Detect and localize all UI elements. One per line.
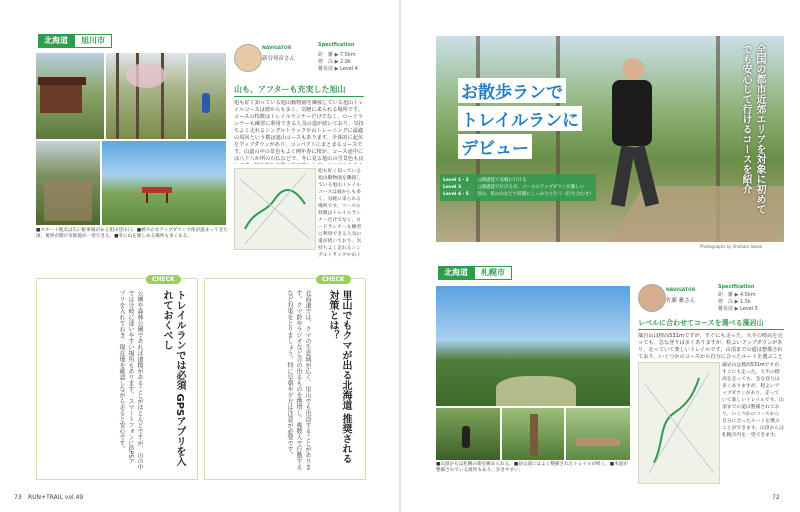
course-heading-left: 山も、アフターも充実した旭山 — [234, 85, 346, 94]
spec-distance-right: 距 離 ▶ 4.5km — [718, 292, 756, 298]
page-gutter — [399, 0, 401, 512]
check-badge-1: CHECK — [146, 275, 181, 284]
bear-title: 里山でもクマが出る北海道 推奨される対策とは？ — [327, 290, 351, 464]
feature-title — [458, 78, 582, 159]
photo-credit: Photographs by Shintaro Iwase — [700, 244, 763, 249]
level-row — [443, 177, 593, 184]
level-desc: 里山、坂の山などで装備にしっかりと行う（打ち合わせ） — [476, 192, 594, 197]
navigator-name-right: 佐藤 雅さん — [666, 298, 696, 304]
region-tag-left — [38, 34, 112, 48]
page-number-right: 72 — [772, 494, 780, 501]
photo-mt-moiwa-view — [436, 286, 630, 406]
title-line-2: トレイルランに — [458, 106, 582, 131]
avatar-right — [638, 284, 666, 312]
course-map-right — [638, 362, 720, 484]
map-route-right — [639, 363, 719, 483]
spec-climb-left: 標 高 ▶ 2.9k — [318, 59, 351, 65]
footer-magazine: RUN+TRAIL vol.49 — [28, 494, 84, 501]
level-row — [443, 184, 593, 191]
course-body-right: 藻岩山は標高531mですが、すぐにも走った、大半の標高を走っても、急な登りは多くありますが、程よいアップダウンがあり、走っていて楽しいトレイルです。山頂までの道は整備されており、いくつかのコースから自分に合ったルートを選ぶこと — [638, 333, 783, 359]
feature-subtitle: 全国の都市近郊エリアを対象に初めてでも安心して行けるコースを紹介 — [740, 44, 765, 214]
heading-rule-right — [638, 329, 784, 330]
level-desc: 公園感覚で行けるが、コースのアップダウンが激しい — [477, 185, 585, 190]
bear-body: 北海道では、クマの生息域が広く、里山でも出没することがあります。クマ鈴やラジオなど音の出るものを携帯し、複数人で行動するなど対策をとりましょう。特に早朝や夕方は注意が必要です。 — [286, 290, 311, 470]
photo-caption-left: ■スタート地点は広い駐車場がある旭山登山口。■緩やかなアップダウンで体が温まってきた頃、視界が開け市街地が一望できる。■冬に山を楽しめる場所も多くある。 — [36, 228, 228, 239]
region-tag-right — [438, 266, 512, 280]
title-line-1: お散歩ランで — [458, 78, 566, 103]
photo-boardwalk — [566, 408, 630, 460]
photo-caption-right: ■山頂からは札幌の街を眺められる。■登山道にはよく整備されたトレイルが続く。■木道が整備されている箇所もあり、歩きやすい。 — [436, 462, 628, 473]
photo-path — [36, 141, 100, 225]
city-label: 旭川市 — [74, 34, 112, 48]
spec-level-left: 難易度 ▶ Level.4 — [318, 66, 358, 72]
course-heading-right: レベルに合わせてコースを選べる藻岩山 — [638, 319, 764, 327]
course-map-left — [234, 168, 316, 250]
photo-runner — [188, 53, 226, 139]
course-body-right-cont: 藻岩山は標高531mですが、すぐにも走った、大半の標高を走っても、急な登りは多くありますが、程よいアップダウンがあり、走っていて楽しいトレイルです。山頂までの道は整備されており、いくつかのコースから自分に合ったルートを選ぶことができます。山頂からは札幌市内を一望できます。 — [722, 363, 784, 438]
navigator-role-right: NAVIGATOR — [666, 288, 696, 293]
city-label: 札幌市 — [474, 266, 512, 280]
navigator-name-left: 新谷邦彦さん — [262, 56, 296, 62]
course-body-left: 旭も好く知っている旭山動物園を隣接している旭山トレイルコースは彼からも多く、気軽に来られる場所です。コースの特徴はトレイルランナーだけでなく、ロードランナーも練習に利用できる人気の道が続いており、気持ちよく走れるシングルトラックや山トレーニングに最適の周回という横は旭山コースもあります。全体的に起伏をアップダウンがあり、コンパクトにまとまるコースです。山道の中の景色もよく例年春に桜が、コース途中には八十八か所の石仏などで、冬に見る旭山の雪景色も良 — [234, 100, 364, 162]
photo-viewpoint — [102, 141, 226, 225]
level-row — [443, 191, 593, 198]
spec-title-right: Specification — [718, 284, 755, 290]
region-label: 北海道 — [438, 266, 474, 280]
heading-rule-left — [234, 96, 364, 97]
level-label: Level 3 — [443, 185, 462, 190]
spec-distance-left: 距 離 ▶ 7.5km — [318, 52, 356, 58]
navigator-role-left: NAVIGATOR — [262, 46, 292, 51]
gps-body: 公園や森林公園であれば道標があることがほとんどですが、山の中では分岐に迷いやすい場所もあります。スマートフォンにGPSアプリを入れておき、現在地を確認しながら走ると安心です。 — [118, 290, 143, 470]
check-badge-2: CHECK — [316, 275, 351, 284]
level-label: Level 4・5 — [443, 192, 469, 197]
gps-title: トレイルランでは必須 GPSアプリを入れておくべし — [161, 290, 185, 467]
photo-forest — [106, 53, 186, 139]
level-desc: 公園感覚で気軽に行ける — [477, 178, 527, 183]
level-legend — [440, 174, 596, 201]
photo-signpost — [502, 408, 564, 460]
course-body-left-cont: 旭も好く知っている旭山動物園を隣接している旭山トレイルコースは彼からも多く、気軽に来られる場所です。コースの特徴はトレイルランナーだけでなく、ロードランナーも練習に利用できる人気の道が続いており、気持ちよく走れるシングルトラックや山ト — [318, 169, 362, 258]
photo-trailhead — [36, 53, 104, 139]
spec-level-right: 難易度 ▶ Level.5 — [718, 306, 758, 312]
region-label: 北海道 — [38, 34, 74, 48]
spec-climb-right: 標 高 ▶ 1.5k — [718, 299, 751, 305]
map-route-left — [235, 169, 315, 249]
spec-title-left: Specification — [318, 42, 355, 48]
page-number-left: 73 — [14, 494, 22, 501]
photo-forest-trail — [436, 408, 500, 460]
avatar-left — [234, 44, 262, 72]
title-line-3: デビュー — [458, 134, 532, 159]
level-label: Level 1・2 — [443, 178, 469, 183]
